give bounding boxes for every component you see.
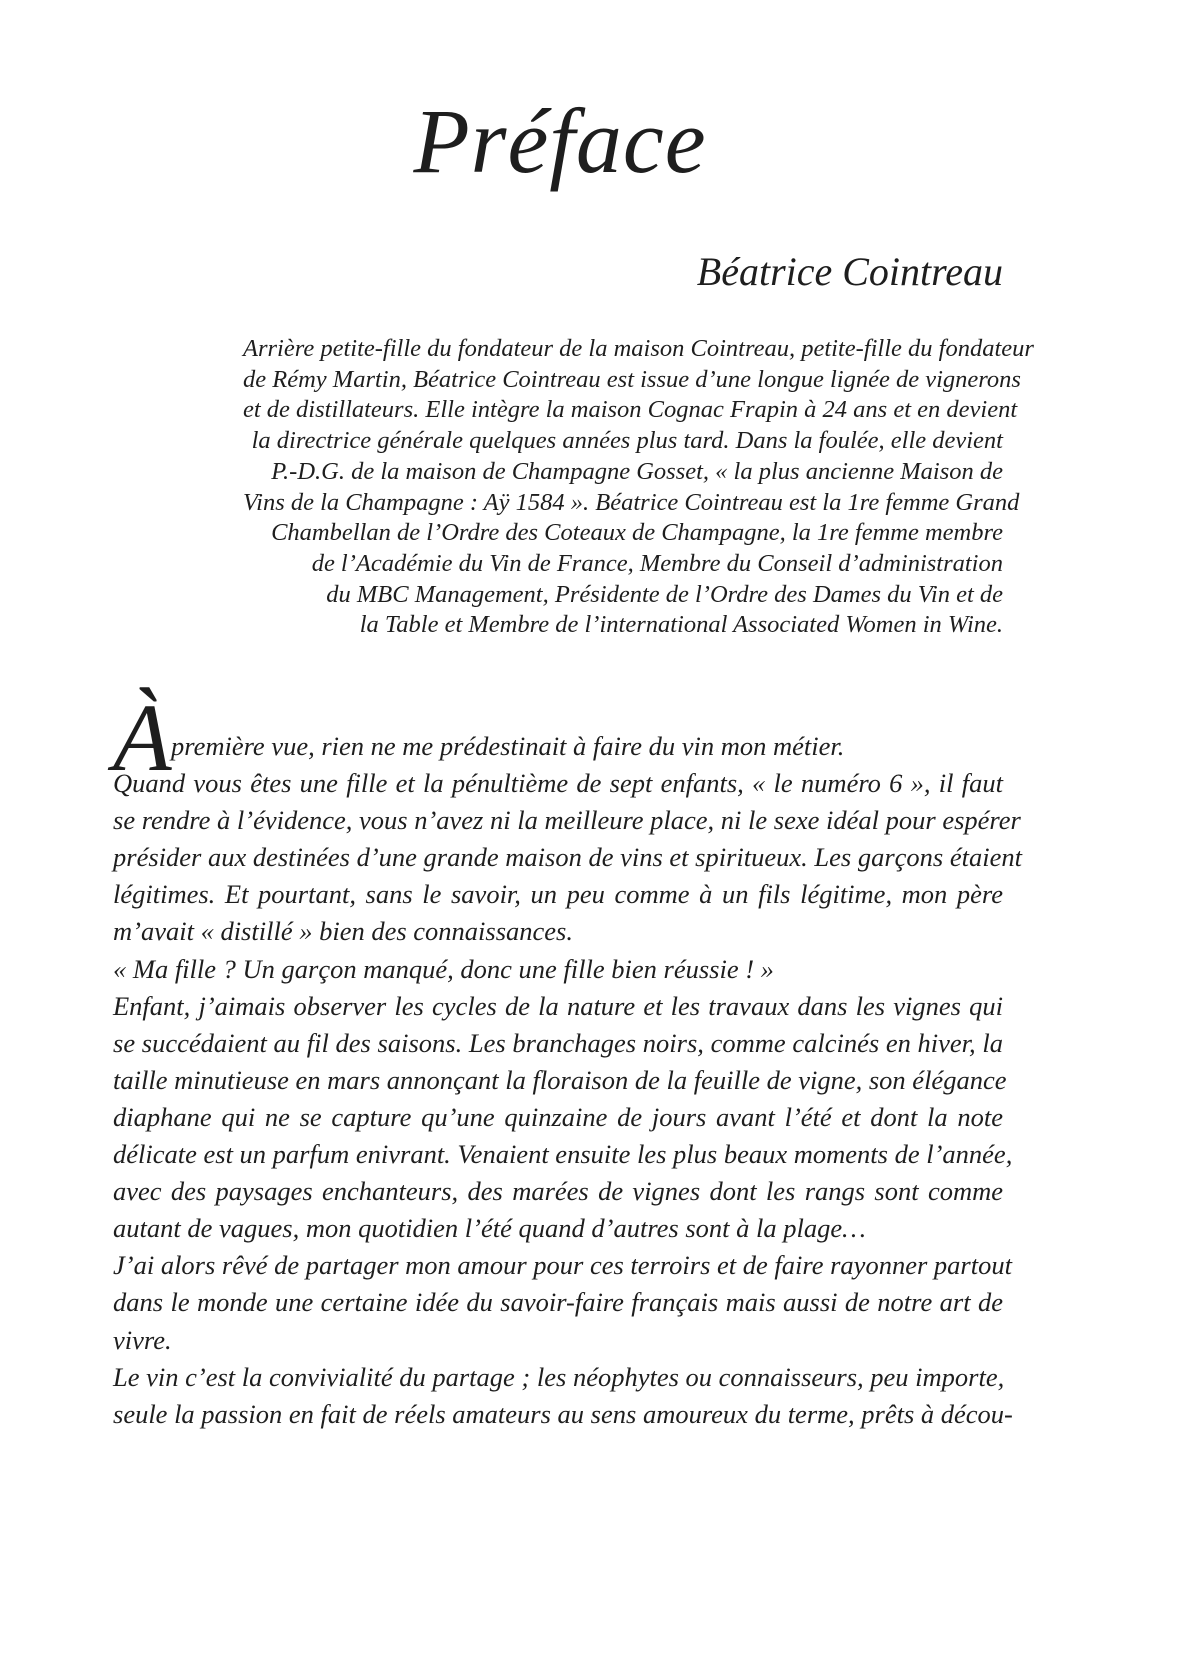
bio-line: la Table et Membre de l’international Associated Women in Wine. [359, 611, 1003, 639]
body-line: Enfant, j’aimais observer les cycles de la nature et les travaux dans les vignes qui [113, 990, 1003, 1021]
author-bio [243, 334, 1034, 641]
bio-line: du MBC Management, Présidente de l’Ordre des Dames du Vin et de [326, 580, 1003, 608]
bio-line: P.-D.G. de la maison de Champagne Gosset, « la plus ancienne Maison de [271, 457, 1003, 485]
body-line: seule la passion en fait de réels amateurs au sens amoureux du terme, prêts à décou- [113, 1398, 1013, 1429]
bio-line: Vins de la Champagne : Aÿ 1584 ». Béatrice Cointreau est la 1re femme Grand [243, 488, 1020, 516]
drop-cap: À [113, 684, 172, 791]
body-line: légitimes. Et pourtant, sans le savoir, un peu comme à un fils légitime, mon père [113, 879, 1003, 910]
body-line: dans le monde une certaine idée du savoir-faire français mais aussi de notre art de [113, 1287, 1003, 1318]
bio-line: Chambellan de l’Ordre des Coteaux de Champagne, la 1re femme membre [271, 519, 1003, 547]
body-line: m’avait « distillé » bien des connaissances. [113, 916, 573, 947]
body-line: diaphane qui ne se capture qu’une quinzaine de jours avant l’été et dont la note [113, 1101, 1003, 1132]
body-text [113, 728, 1022, 1433]
body-line: Le vin c’est la convivialité du partage ; les néophytes ou connaisseurs, peu importe, [113, 1361, 1005, 1392]
bio-line: et de distillateurs. Elle intègre la maison Cognac Frapin à 24 ans et en devient [243, 396, 1018, 424]
bio-line: Arrière petite-fille du fondateur de la maison Cointreau, petite-fille du fondateur [243, 335, 1034, 362]
author-name: Béatrice Cointreau [696, 249, 1003, 294]
body-line: avec des paysages enchanteurs, des marées de vignes dont les rangs sont comme [113, 1176, 1003, 1207]
body-line: « Ma fille ? Un garçon manqué, donc une fille bien réussie ! » [113, 953, 774, 984]
bio-line: la directrice générale quelques années plus tard. Dans la foulée, elle devient [251, 427, 1003, 455]
body-line: présider aux destinées d’une grande maison de vins et spiritueux. Les garçons étaient [113, 842, 1022, 873]
bio-line: de Rémy Martin, Béatrice Cointreau est issue d’une longue lignée de vignerons [243, 365, 1021, 393]
body-line: se succédaient au fil des saisons. Les branchages noirs, comme calcinés en hiver, la [113, 1027, 1003, 1058]
page-title: Préface [413, 90, 707, 192]
body-line: se rendre à l’évidence, vous n’avez ni la meilleure place, ni le sexe idéal pour espérer [113, 805, 1021, 836]
body-line: délicate est un parfum enivrant. Venaient ensuite les plus beaux moments de l’année, [113, 1139, 1013, 1170]
bio-line: de l’Académie du Vin de France, Membre du Conseil d’administration [311, 549, 1003, 577]
body-line: Quand vous êtes une fille et la pénultième de sept enfants, « le numéro 6 », il faut [113, 768, 1003, 799]
body-line: première vue, rien ne me prédestinait à faire du vin mon métier. [171, 731, 845, 761]
body-line: taille minutieuse en mars annonçant la floraison de la feuille de vigne, son élégance [113, 1064, 1007, 1095]
body-line: J’ai alors rêvé de partager mon amour pour ces terroirs et de faire rayonner partout [113, 1250, 1012, 1281]
body-line: vivre. [113, 1324, 172, 1355]
body-line: autant de vagues, mon quotidien l’été quand d’autres sont à la plage… [113, 1213, 866, 1244]
